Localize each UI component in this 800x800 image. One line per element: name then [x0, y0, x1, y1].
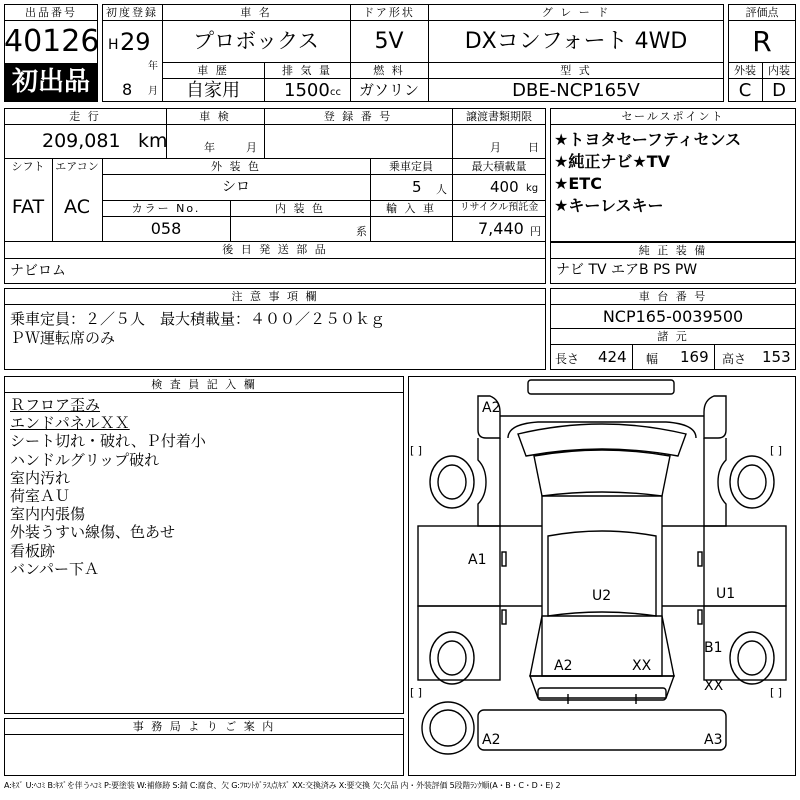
front-right-wheel-inner	[738, 465, 766, 499]
score-label: 評価点	[745, 6, 779, 19]
dimensions-label: 諸 元	[657, 330, 689, 343]
mark-rear-bumper-left: A2	[482, 732, 501, 748]
roof	[542, 496, 662, 676]
colorno: 058	[150, 219, 182, 238]
inspector-line: シート切れ・破れ、Ｐ付着小	[10, 432, 206, 451]
history-label: 車 歴	[197, 64, 229, 77]
inspector-line: Ｒフロア歪み	[10, 396, 101, 414]
factory-equipment-label: 純 正 装 備	[638, 244, 708, 257]
mileage-unit: km	[138, 130, 168, 152]
model-type: DBE-NCP165V	[512, 80, 640, 101]
mark-rear-left-inner: A2	[554, 658, 573, 674]
inspector-line: 看板跡	[10, 541, 56, 560]
bracket-marker: [ ]	[770, 686, 783, 699]
mark-rear-right-inner: XX	[632, 658, 652, 674]
front-left-wheel-inner	[438, 465, 466, 499]
era: H	[108, 37, 119, 53]
mark-right-rear-fender: B1	[704, 640, 723, 656]
exterior-label: 外装	[734, 64, 756, 77]
front-body	[500, 416, 704, 438]
month-unit: 月	[148, 86, 158, 97]
inspector-line: 外装うすい線傷、色あせ	[10, 523, 176, 542]
sales-point: ★トヨタセーフティセンス	[554, 130, 742, 149]
grade: DXコンフォート 4WD	[464, 29, 688, 54]
later-parts-label: 後 日 発 送 部 品	[222, 243, 328, 256]
recycle-unit: 円	[530, 225, 541, 238]
history: 自家用	[186, 80, 240, 101]
interior-label: 内装	[768, 64, 790, 77]
inspector-line: 荷室ＡＵ	[10, 487, 71, 506]
shift-label: シフト	[11, 160, 45, 173]
displacement-label: 排 気 量	[282, 64, 332, 77]
first-listing-text: 初出品	[11, 67, 90, 97]
inspector-label: 検 査 員 記 入 欄	[151, 378, 257, 391]
bracket-marker: [ ]	[410, 686, 423, 699]
recycle: 7,440	[478, 219, 524, 238]
reg-label: 初度登録	[106, 6, 158, 19]
bracket-marker: [ ]	[410, 444, 423, 457]
front-bumper-bar	[528, 380, 674, 394]
rear-right-wheel	[730, 632, 774, 684]
sales-point: ★ETC	[554, 174, 602, 193]
right-side	[704, 438, 726, 526]
office-label: 事 務 局 よ り ご 案 内	[132, 720, 276, 733]
load-unit: kg	[526, 183, 539, 194]
import-label: 輸 入 車	[386, 202, 436, 215]
intcolor-unit: 系	[356, 225, 367, 238]
color-label: 外 装 色	[211, 160, 261, 173]
door-handle	[698, 610, 702, 624]
windshield	[534, 450, 670, 496]
car-diagram	[408, 376, 796, 776]
chassis-number: NCP165-0039500	[602, 307, 744, 326]
transfer-month-unit: 月	[490, 141, 501, 154]
fuel: ガソリン	[358, 81, 419, 99]
inspector-line: ハンドルグリップ破れ	[10, 450, 160, 469]
left-front-door	[418, 526, 500, 606]
sales-point: ★キーレスキー	[554, 196, 664, 215]
spare-wheel-inner	[430, 710, 466, 746]
left-side	[478, 438, 500, 526]
door-label: ドア形状	[363, 6, 415, 19]
load-label: 最大積載量	[471, 160, 527, 173]
displacement: 1500	[284, 80, 330, 101]
exterior-grade: C	[738, 80, 752, 101]
bottom-bumper	[478, 710, 726, 750]
inspection-month-unit: 月	[246, 141, 257, 154]
inspection-year-unit: 年	[204, 141, 215, 154]
door-handle	[502, 552, 506, 566]
rear-left-wheel	[430, 632, 474, 684]
note-line: 乗車定員：２／５人 最大積載量：４００／２５０ｋｇ	[10, 310, 386, 328]
reg-month: 8	[122, 80, 133, 99]
front-right-wheel	[730, 456, 774, 508]
mark-rear-bumper-right: A3	[704, 732, 723, 748]
hood	[518, 424, 686, 456]
door-handle	[698, 552, 702, 566]
load: 400	[490, 178, 519, 196]
reg-year: 29	[120, 28, 151, 56]
rear-left-wheel-inner	[438, 641, 466, 675]
mark-roof: U2	[592, 588, 612, 604]
displacement-unit: cc	[330, 87, 341, 98]
later-parts: ナビロム	[10, 263, 66, 279]
intcolor-label: 内 装 色	[275, 202, 325, 215]
shift: FAT	[11, 196, 45, 218]
mileage-label: 走 行	[69, 110, 101, 123]
rear-window	[530, 616, 674, 676]
ac-label: エアコン	[55, 160, 99, 173]
capacity-unit: 人	[436, 183, 447, 196]
model-name: プロボックス	[193, 29, 319, 53]
inspector-line: エンドパネルＸＸ	[10, 414, 130, 433]
capacity-label: 乗車定員	[389, 160, 433, 173]
transfer-day-unit: 日	[528, 141, 539, 154]
regno-label: 登 録 番 号	[323, 110, 393, 123]
note-line: ＰＷ運転席のみ	[10, 329, 116, 347]
sales-points-list	[554, 129, 741, 217]
grade-label: グ レ ー ド	[541, 6, 611, 19]
color: シロ	[222, 179, 250, 195]
length: 424	[598, 348, 627, 366]
lot-number: 40126	[4, 24, 100, 59]
factory-equipment: ナビ TV エアB PS PW	[556, 262, 698, 278]
door-handle	[502, 610, 506, 624]
width: 169	[680, 348, 709, 366]
mark-front-left: A2	[482, 400, 501, 416]
front-right-fender	[704, 396, 726, 438]
notes-label: 注 意 事 項 欄	[231, 290, 319, 303]
tailgate	[530, 676, 674, 698]
bracket-marker: [ ]	[770, 444, 783, 457]
inspector-notes	[10, 396, 206, 578]
height: 153	[762, 348, 791, 366]
ac: AC	[64, 196, 90, 218]
sales-points-label: セールスポイント	[621, 110, 725, 123]
height-label: 高さ	[722, 352, 747, 366]
colorno-label: カラー No.	[131, 202, 201, 215]
score: R	[752, 25, 772, 58]
mark-right-door: U1	[716, 586, 736, 602]
inspector-line: 室内汚れ	[10, 468, 71, 487]
mark-right-rear: XX	[704, 678, 724, 694]
door-type: 5V	[374, 29, 404, 54]
interior-grade: D	[772, 80, 786, 101]
inspector-line: 室内内張傷	[10, 505, 86, 524]
sales-point: ★純正ナビ★TV	[554, 152, 670, 171]
chassis-label: 車 台 番 号	[638, 290, 708, 303]
inspector-line: バンパー下Ａ	[10, 559, 99, 578]
type-label: 型 式	[560, 64, 592, 77]
model-label: 車 名	[240, 6, 272, 19]
recycle-label: リサイクル預託金	[459, 202, 539, 213]
width-label: 幅	[646, 352, 659, 366]
legend: A:ｷｽﾞ U:ﾍｺﾐ B:ｷｽﾞを伴うﾍｺﾐ P:要塗装 W:補修跡 S:錆 C:腐食、欠 G:ﾌﾛﾝﾄｶﾞﾗｽ点ｷｽﾞ XX:交換済み X:要交換 欠:欠品 内・外装評価 5段階ﾗﾝｸ順(A・B・C・D・E) 2	[4, 781, 561, 790]
transfer-label: 譲渡書類期限	[466, 110, 532, 123]
rear-right-wheel-inner	[738, 641, 766, 675]
year-unit: 年	[148, 61, 158, 72]
fuel-label: 燃 料	[373, 64, 405, 77]
mark-left-door: A1	[468, 552, 487, 568]
inspection-label: 車 検	[199, 110, 231, 123]
front-left-wheel	[430, 456, 474, 508]
length-label: 長さ	[555, 352, 580, 366]
capacity: 5	[412, 178, 422, 196]
lot-label: 出品番号	[25, 6, 77, 19]
mileage: 209,081	[42, 130, 121, 152]
